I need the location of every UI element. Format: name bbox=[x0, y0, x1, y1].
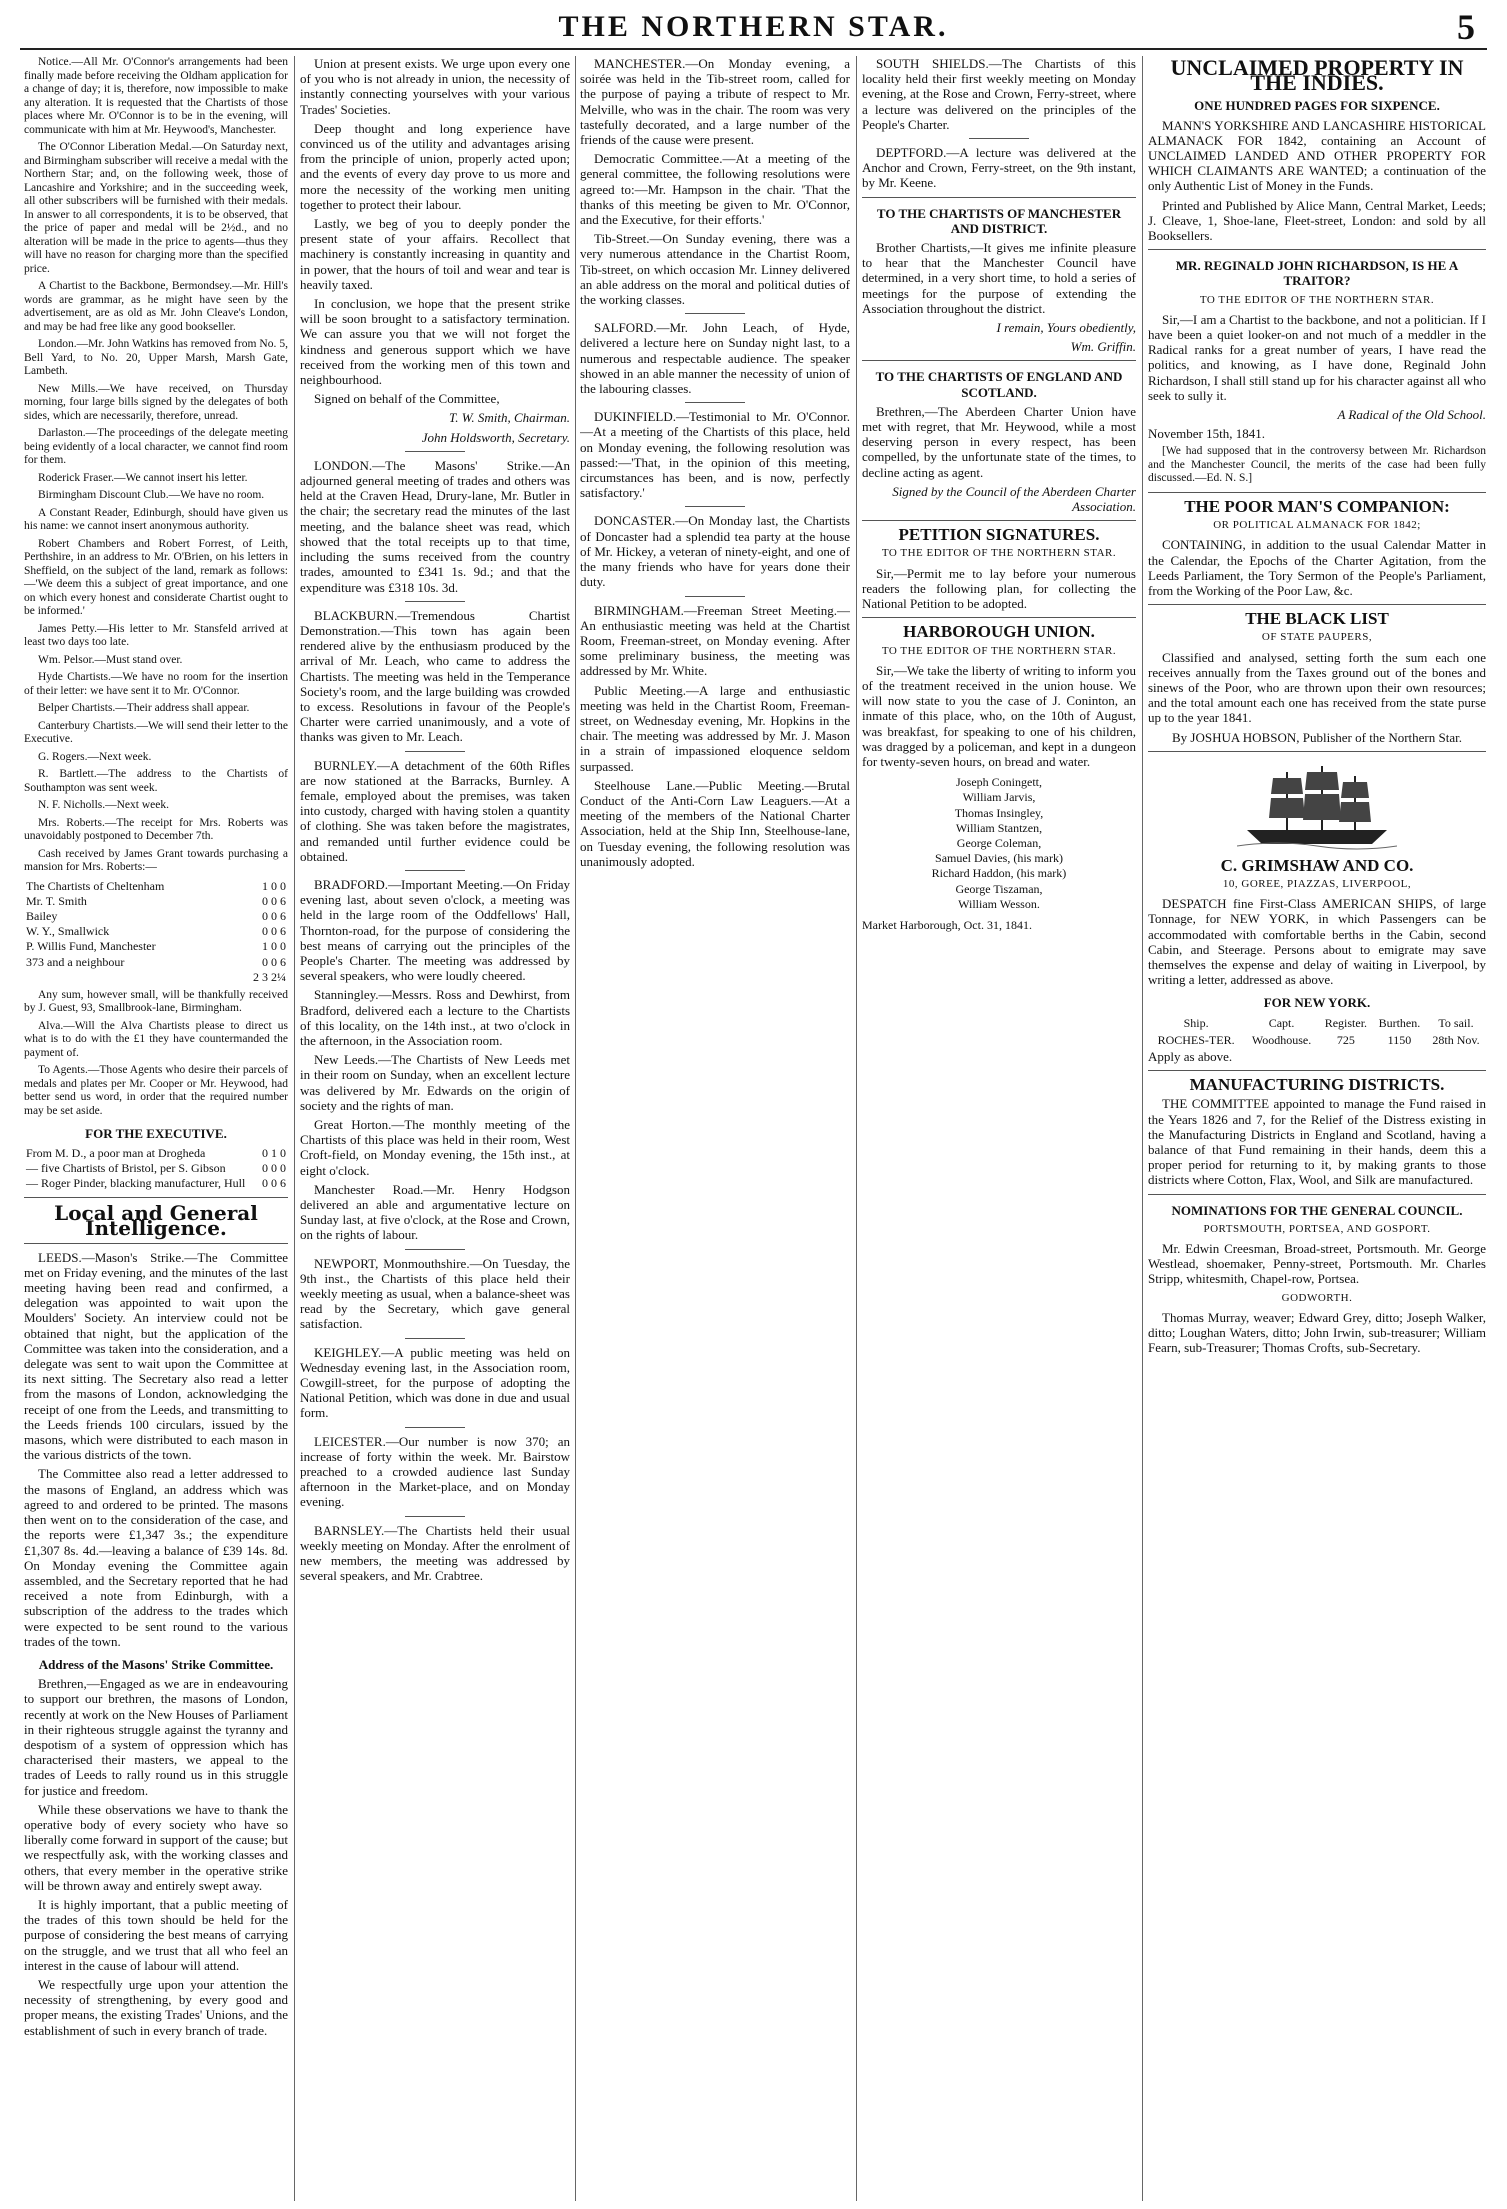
donation-amount: 0 0 0 bbox=[262, 1160, 286, 1175]
article-paragraph: Manchester Road.—Mr. Henry Hodgson delivered an able and argumentative lecture on Sunday last, at five o'clock, at the Rose and Crown, on the rights of labour. bbox=[300, 1181, 570, 1243]
article-paragraph: DEPTFORD.—A lecture was delivered at the Anchor and Crown, Ferry-street, on the 9th instant, by Mr. Keene. bbox=[862, 145, 1136, 191]
editor-note: [We had supposed that in the controversy between Mr. Richardson and the Manchester Council, the merits of the case had been fully discussed.—Ed. N. S.] bbox=[1148, 445, 1486, 485]
article-paragraph: LEEDS.—Mason's Strike.—The Committee met on Friday evening, and the minutes of the last meeting having been read and confirmed, a delegation was appointed to wait upon the Moulders' Society. An interview could not be obtained that night, but the application of the Committee was taken into the consideration, and a delegate was sent to wait upon the Committee at its next sitting. The Secretary also read a letter from the masons of London, acknowledging the receipt of one from the Leeds, and transmitting to the Leeds friends 100 circulars, issued by the masons, which were distributed to each mason in the various districts of the town. bbox=[24, 1249, 288, 1463]
section-heading: NOMINATIONS FOR THE GENERAL COUNCIL. bbox=[1171, 1202, 1463, 1218]
article-paragraph: BURNLEY.—A detachment of the 60th Rifles are now stationed at the Barracks, Burnley. A female, employed about the premises, was taken into custody, charged with having stolen a quantity of clothing. She was taken before the magistrates, and remanded until further evidence could be obtained. bbox=[300, 757, 570, 864]
article-paragraph: BLACKBURN.—Tremendous Chartist Demonstration.—This town has again been rendered alive by the enthusiasm produced by the arrival of Mr. Leach, who came to address the Chartists. The meeting was held in the Temperance Society's room, and the large building was crowded to excess. Resolutions in favour of the People's Charter were carried unanimously, and a vote of thanks was given to Mr. Leach. bbox=[300, 607, 570, 745]
advertisement-subtitle: OF STATE PAUPERS, bbox=[1261, 631, 1373, 644]
subscriber-name: 373 and a neighbour bbox=[26, 954, 125, 969]
sailing-heading: FOR NEW YORK. bbox=[1263, 995, 1371, 1011]
notice-paragraph: Canterbury Chartists.—We will send their letter to the Executive. bbox=[24, 719, 288, 745]
subscription-total: 2 3 2¼ bbox=[253, 969, 286, 984]
notice-paragraph: N. F. Nicholls.—Next week. bbox=[38, 799, 169, 811]
register: 725 bbox=[1336, 1032, 1355, 1047]
column-divider bbox=[294, 56, 295, 2201]
letter-heading: TO THE CHARTISTS OF MANCHESTER AND DISTRICT. bbox=[876, 205, 1122, 236]
masthead bbox=[0, 0, 1507, 48]
column-divider bbox=[575, 56, 576, 2201]
signatory: George Tiszaman, bbox=[955, 881, 1043, 896]
notice-paragraph: Cash received by James Grant towards purchasing a mansion for Mrs. Roberts:— bbox=[24, 847, 288, 873]
article-paragraph: Signed on behalf of the Committee, bbox=[314, 391, 500, 407]
letter-subheading: TO THE EDITOR OF THE NORTHERN STAR. bbox=[881, 644, 1117, 657]
divider bbox=[862, 617, 1136, 618]
column-header: Ship. bbox=[1183, 1015, 1209, 1030]
advertisement-subtitle: 10, GOREE, PIAZZAS, LIVERPOOL, bbox=[1222, 878, 1412, 891]
article-paragraph: BIRMINGHAM.—Freeman Street Meeting.—An enthusiastic meeting was held at the Chartist Room, Freeman-street, on Monday evening. After some preliminary business, the meeting was addressed by Mr. White. bbox=[580, 602, 850, 679]
signatory: George Coleman, bbox=[956, 835, 1042, 850]
article-paragraph: In conclusion, we hope that the present strike will be soon brought to a satisfactory termination. We can assure you that we will not forget the kindness and generous support which we have received from the working men of this town and neighbourhood. bbox=[300, 296, 570, 388]
signature: T. W. Smith, Chairman. bbox=[449, 410, 570, 426]
donor-name: — five Chartists of Bristol, per S. Gibson bbox=[26, 1160, 226, 1175]
advertisement-body: Apply as above. bbox=[1148, 1049, 1233, 1065]
article-paragraph: LEICESTER.—Our number is now 370; an increase of forty within the week. Mr. Bairstow preached to a crowded audience last Sunday afternoon in the Market-place, and on Monday evening. bbox=[300, 1433, 570, 1510]
column-4 bbox=[862, 56, 1136, 2201]
table-header-row bbox=[1148, 1015, 1486, 1032]
signature: Wm. Griffin. bbox=[1070, 339, 1136, 355]
column-divider bbox=[856, 56, 857, 2201]
divider bbox=[1148, 1070, 1486, 1071]
notice-paragraph: Notice.—All Mr. O'Connor's arrangements had been finally made before receiving the Oldham application for a change of day; it is, therefore, now impossible to make any alteration. It is requested that the Chartists of those places where Mr. O'Connor is to be in the evening, will communicate with him at Mr. Heywood's, Manchester. bbox=[24, 56, 288, 136]
subscriber-name: P. Willis Fund, Manchester bbox=[26, 939, 156, 954]
sailing-ship-icon bbox=[1237, 760, 1397, 850]
signatory: Samuel Davies, (his mark) bbox=[935, 851, 1063, 866]
section-subheading: PORTSMOUTH, PORTSEA, AND GOSPORT. bbox=[1203, 1222, 1431, 1235]
column-header: Burthen. bbox=[1378, 1015, 1421, 1030]
advertisement-title: MANUFACTURING DISTRICTS. bbox=[1189, 1075, 1445, 1095]
article-paragraph: Thomas Murray, weaver; Edward Grey, ditto; Joseph Walker, ditto; Loughan Waters, ditto; John Irwin, sub-treasurer; William Fearn, sub-Treasurer; Thomas Crofts, sub-Secretary. bbox=[1148, 1309, 1486, 1356]
masthead-rule bbox=[20, 48, 1487, 50]
column-3 bbox=[580, 56, 850, 2201]
letter-heading: HARBOROUGH UNION. bbox=[903, 622, 1095, 642]
article-paragraph: Sir,—Permit me to lay before your numerous readers the following plan, for collecting the National Petition to be adopted. bbox=[862, 565, 1136, 612]
donation-amount: 0 0 6 bbox=[262, 1176, 286, 1191]
advertisement-body: Printed and Published by Alice Mann, Central Market, Leeds; J. Cleave, 1, Shoe-lane, Fleet-street, London: and sold by all Booksellers. bbox=[1148, 197, 1486, 244]
article-paragraph: Steelhouse Lane.—Public Meeting.—Brutal Conduct of the Anti-Corn Law Leaguers.—At a meeting of the members of the National Charter Association, held at the Ship Inn, Steelhouse-lane, on Tuesday evening, the following resolution was unanimously adopted. bbox=[580, 777, 850, 869]
column-divider bbox=[1142, 56, 1143, 2201]
article-paragraph: DONCASTER.—On Monday last, the Chartists of Doncaster had a splendid tea party at the house of Mr. Hickey, a veteran of ninety-eight, and one of the many friends who have for years done their duty. bbox=[580, 513, 850, 590]
letter-subheading: TO THE EDITOR OF THE NORTHERN STAR. bbox=[1199, 293, 1435, 306]
notice-paragraph: James Petty.—His letter to Mr. Stansfeld arrived at least two days too late. bbox=[24, 622, 288, 648]
divider bbox=[24, 1243, 288, 1244]
table-row bbox=[24, 909, 288, 924]
notice-paragraph: Robert Chambers and Robert Forrest, of Leith, Perthshire, in an address to Mr. O'Brien, on his letters in Sheffield, on the subject of the land, remark as follows:—'We deem this a subject of great importance, and one on which every honest and considerate Chartist ought to be informed.' bbox=[24, 537, 288, 617]
sailing-table bbox=[1148, 1015, 1486, 1049]
advertisement-title: THE BLACK LIST bbox=[1245, 609, 1389, 629]
article-paragraph: The Committee also read a letter addressed to the masons of England, an address which was agreed to and ordered to be printed. The masons then went on to the consideration of the case, and the reports were £1,347 3s.; the expenditure £1,307 8s. 4d.—leaving a balance of £39 14s. 8d. On Monday evening the Committee again assembled, and the Secretary reported that he had received a note from Edinburgh, with a subscription of the address to the trades which were expected to be sent round to the various trades of the town. bbox=[24, 1466, 288, 1649]
divider bbox=[862, 360, 1136, 361]
article-paragraph: Brethren,—The Aberdeen Charter Union have met with regret, that Mr. Heywood, while a most deserving person in every respect, has been compelled, by the unfortunate state of the times, to decline acting as agent. bbox=[862, 403, 1136, 480]
signatory-list bbox=[862, 775, 1136, 912]
notice-paragraph: G. Rogers.—Next week. bbox=[38, 750, 152, 763]
section-banner: Local and General Intelligence. bbox=[54, 1201, 258, 1241]
divider bbox=[24, 1197, 288, 1198]
signatory: Joseph Coningett, bbox=[956, 775, 1042, 790]
article-paragraph: While these observations we have to thank the operative body of every society who have so liberally come forward in support of the cause; but we respectfully ask, with the working classes and others, that every member in the operative strike will be thrown away and entirely swept away. bbox=[24, 1801, 288, 1893]
article-paragraph: DUKINFIELD.—Testimonial to Mr. O'Connor.—At a meeting of the Chartists of this place, held on Monday evening, the following resolution was passed:—'That, in the opinion of this meeting, circumstances has been, and is now, perfectly satisfactory.' bbox=[580, 409, 850, 501]
dateline: Market Harborough, Oct. 31, 1841. bbox=[862, 917, 1032, 932]
notice-paragraph: Any sum, however small, will be thankfully received by J. Guest, 93, Smallbrook-lane, Birmingham. bbox=[24, 988, 288, 1015]
subscriber-name: W. Y., Smallwick bbox=[26, 924, 110, 939]
article-paragraph: MANCHESTER.—On Monday evening, a soirée was held in the Tib-street room, called for the purpose of paying a tribute of respect to Mr. Melville, who was in the chair. The room was very tastefully decorated, and a large number of the friends of the cause were present. bbox=[580, 56, 850, 148]
letter-subheading: TO THE EDITOR OF THE NORTHERN STAR. bbox=[881, 547, 1117, 560]
notice-paragraph: Birmingham Discount Club.—We have no room. bbox=[38, 489, 265, 501]
article-paragraph: We respectfully urge upon your attention the necessity of strengthening, by every good and proper means, the existing Trades' Unions, and the establishment of such in every branch of trade. bbox=[24, 1976, 288, 2038]
article-paragraph: Tib-Street.—On Sunday evening, there was a very numerous attendance in the Chartist Room, Tib-street, on which occasion Mr. Linney delivered an able address on the moral and political duties of the working classes. bbox=[580, 231, 850, 308]
subscription-amount: 0 0 6 bbox=[262, 908, 286, 923]
divider bbox=[405, 870, 465, 871]
article-paragraph: Union at present exists. We urge upon every one of you who is not already in union, the necessity of instantly connecting yourselves with your various Trades' Societies. bbox=[300, 56, 570, 117]
table-row bbox=[24, 955, 288, 970]
divider bbox=[685, 313, 745, 314]
captain: Woodhouse. bbox=[1251, 1032, 1312, 1047]
table-row bbox=[24, 939, 288, 954]
divider bbox=[685, 506, 745, 507]
signature: A Radical of the Old School. bbox=[1337, 407, 1486, 423]
advertisement-subtitle: ONE HUNDRED PAGES FOR SIXPENCE. bbox=[1194, 98, 1440, 114]
signatory: Thomas Insingley, bbox=[954, 805, 1044, 820]
notice-paragraph: Alva.—Will the Alva Chartists please to direct us what is to do with the £1 they have countermanded the payment of. bbox=[24, 1019, 288, 1059]
article-paragraph: Great Horton.—The monthly meeting of the Chartists of this place was held in their room, West Croft-field, on Monday evening, the 15th inst., at eight o'clock. bbox=[300, 1117, 570, 1178]
article-paragraph: SALFORD.—Mr. John Leach, of Hyde, delivered a lecture here on Sunday night last, to a numerous and respectable audience. The speaker showed in an able manner the necessity of union of the labouring classes. bbox=[580, 320, 850, 397]
section-subheading: GODWORTH. bbox=[1281, 1291, 1353, 1304]
donor-name: From M. D., a poor man at Drogheda bbox=[26, 1145, 206, 1160]
signatory: William Wesson. bbox=[958, 896, 1040, 911]
subscription-amount: 1 0 0 bbox=[262, 939, 286, 954]
table-row bbox=[1148, 1032, 1486, 1049]
notice-paragraph: A Constant Reader, Edinburgh, should have given us his name: we cannot insert anonymous authority. bbox=[24, 506, 288, 532]
article-paragraph: LONDON.—The Masons' Strike.—An adjourned general meeting of trades and others was held at the Craven Head, Drury-lane, Mr. Butler in the chair; the secretary read the minutes of the last meeting, and the balance sheet was read, which showed that the total receipts up to that time, including the sums received from the country trades, amounted to £341 1s. 9d.; and that the expenditure was £318 10s. 3d. bbox=[300, 457, 570, 595]
table-row bbox=[24, 1176, 288, 1191]
article-paragraph: BRADFORD.—Important Meeting.—On Friday evening last, about seven o'clock, a meeting was held in the large room of the Oddfellows' Hall, Thornton-road, for the purpose of considering the best means of carrying out the principles of the People's Charter. The meeting was addressed by several speakers, who were loudly cheered. bbox=[300, 876, 570, 984]
sail-date: 28th Nov. bbox=[1432, 1032, 1480, 1047]
notice-paragraph: Belper Chartists.—Their address shall appear. bbox=[38, 702, 250, 714]
signature: I remain, Yours obediently, bbox=[996, 320, 1136, 336]
subscription-amount: 1 0 0 bbox=[262, 878, 286, 893]
divider bbox=[862, 520, 1136, 521]
subscription-table bbox=[24, 879, 288, 985]
article-paragraph: Brother Chartists,—It gives me infinite pleasure to hear that the Manchester Council have determined, in a very short time, to hold a series of meetings for the purpose of extending the Association throughout the district. bbox=[862, 240, 1136, 316]
subscriber-name: The Chartists of Cheltenham bbox=[26, 878, 165, 893]
notice-paragraph: London.—Mr. John Watkins has removed from No. 5, Bell Yard, to No. 20, Upper Marsh, Marsh Gate, Lambeth. bbox=[24, 338, 288, 377]
page-number: 5 bbox=[1457, 7, 1475, 47]
notice-paragraph: Hyde Chartists.—We have no room for the insertion of their letter: we have sent it to Mr. O'Connor. bbox=[24, 671, 288, 697]
ship-name: ROCHES-TER. bbox=[1157, 1032, 1235, 1047]
donor-name: — Roger Pinder, blacking manufacturer, Hull bbox=[26, 1176, 246, 1191]
column-header: To sail. bbox=[1438, 1015, 1474, 1030]
signatory: William Stantzen, bbox=[955, 820, 1043, 835]
divider bbox=[405, 451, 465, 452]
divider bbox=[405, 1516, 465, 1517]
column-5 bbox=[1148, 56, 1486, 2201]
notice-paragraph: A Chartist to the Backbone, Bermondsey.—Mr. Hill's words are grammar, as he might have seen by the advertisement, are as old as Mr. John Cleave's London, and may be had free like any good bookseller. bbox=[24, 280, 288, 333]
divider bbox=[685, 596, 745, 597]
author-credit: By JOSHUA HOBSON, Publisher of the Northern Star. bbox=[1172, 729, 1462, 745]
table-row bbox=[24, 879, 288, 894]
divider bbox=[1148, 249, 1486, 250]
signatory: William Jarvis, bbox=[962, 790, 1036, 805]
divider bbox=[405, 751, 465, 752]
article-paragraph: BARNSLEY.—The Chartists held their usual weekly meeting on Monday. After the enrolment of new members, the meeting was addressed by several speakers, and Mr. Crabtree. bbox=[300, 1522, 570, 1584]
article-paragraph: Stanningley.—Messrs. Ross and Dewhirst, from Bradford, delivered each a lecture to the Chartists of this locality, on the 14th inst., at two o'clock in the afternoon, in the Association room. bbox=[300, 987, 570, 1048]
article-paragraph: NEWPORT, Monmouthshire.—On Tuesday, the 9th inst., the Chartists of this place held their weekly meeting as usual, when a balance-sheet was read by the Secretary, which gave general satisfaction. bbox=[300, 1255, 570, 1332]
table-row bbox=[24, 924, 288, 939]
newspaper-title: THE NORTHERN STAR. bbox=[558, 10, 949, 43]
advertisement-title: UNCLAIMED PROPERTY IN THE INDIES. bbox=[1170, 56, 1464, 96]
article-paragraph: Sir,—I am a Chartist to the backbone, and not a politician. If I have been a quiet looker-on and not much of a meddler in the Radical ranks for a great number of years, I have read the politics, and knowing, as I have done, Reginald John Richardson, I shall still stand up for his character against all who seek to sully it. bbox=[1148, 311, 1486, 403]
advertisement-title: C. GRIMSHAW AND CO. bbox=[1220, 855, 1414, 875]
subscriber-name: Bailey bbox=[26, 908, 58, 923]
dateline: November 15th, 1841. bbox=[1148, 426, 1265, 442]
notice-paragraph: R. Bartlett.—The address to the Chartists of Southampton was sent week. bbox=[24, 768, 288, 794]
column-header: Register. bbox=[1324, 1015, 1368, 1030]
article-paragraph: SOUTH SHIELDS.—The Chartists of this locality held their first weekly meeting on Monday evening, at the Rose and Crown, Ferry-street, where a lecture was delivered on the principles of the People's Charter. bbox=[862, 56, 1136, 132]
article-paragraph: Mr. Edwin Creesman, Broad-street, Portsmouth. Mr. George Westlead, shoemaker, Penny-street, Portsmouth. Mr. Charles Stripp, whitesmith, Chapel-row, Portsea. bbox=[1148, 1241, 1486, 1287]
table-row bbox=[24, 894, 288, 909]
subscription-amount: 0 0 6 bbox=[262, 893, 286, 908]
letter-heading: PETITION SIGNATURES. bbox=[898, 525, 1100, 545]
article-paragraph: Democratic Committee.—At a meeting of the general committee, the following resolutions were agreed to:—Mr. Hampson in the chair. 'That the thanks of this meeting be given to Mr. O'Connor, and the Executive, for their efforts.' bbox=[580, 151, 850, 228]
notice-paragraph: New Mills.—We have received, on Thursday morning, four large bills signed by the delegates of both sides, which are necessarily, therefore, unread. bbox=[24, 382, 288, 422]
notice-paragraph: Wm. Pelsor.—Must stand over. bbox=[38, 653, 183, 666]
divider bbox=[405, 1249, 465, 1250]
table-row bbox=[24, 970, 288, 985]
notice-paragraph: The O'Connor Liberation Medal.—On Saturday next, and Birmingham subscriber will receive a medal with the Northern Star; and, on the following week, those of Lancashire and Yorkshire; and in the succeeding week, all other subscribers will be furnished with their medals. In answer to all correspondents, it is to be observed, that the price of paper and medal will be 2½d., and no alteration will be made in the price to agents—thus they will have no reason for charging more than the specified price. bbox=[24, 141, 288, 275]
column-2 bbox=[300, 56, 570, 2201]
letter-heading: TO THE CHARTISTS OF ENGLAND AND SCOTLAND. bbox=[875, 369, 1123, 400]
advertisement-body: CONTAINING, in addition to the usual Calendar Matter in the Calendar, the Epochs of the Charter Agitation, from the Leeds Parliament, the Tory Sermon of the People's Parliament, from the Working of the Poor Law, &c. bbox=[1148, 537, 1486, 598]
article-paragraph: It is highly important, that a public meeting of the trades of this town should be held for the purpose of considering the best means of carrying on the struggle, and we trust that all who feel an interest in the cause of labour will attend. bbox=[24, 1896, 288, 1973]
article-paragraph: Sir,—We take the liberty of writing to inform you of the treatment received in the union house. We will now state to you the case of J. Coninton, an inmate of this place, who, on the 10th of August, was breakfast, for speaking to one of his children, was dragged by a policeman, and kept in a dungeon for twenty-seven hours, on bread and water. bbox=[862, 662, 1136, 769]
subscription-amount: 0 0 6 bbox=[262, 924, 286, 939]
divider bbox=[969, 138, 1029, 139]
table-row bbox=[24, 1146, 288, 1161]
article-paragraph: KEIGHLEY.—A public meeting was held on Wednesday evening last, in the Association room, Cowgill-street, for the purpose of adopting the National Petition, which was done in due and usual form. bbox=[300, 1344, 570, 1421]
divider bbox=[1148, 604, 1486, 605]
divider bbox=[1148, 492, 1486, 493]
signatory: Richard Haddon, (his mark) bbox=[931, 866, 1067, 881]
advertisement-subtitle: OR POLITICAL ALMANACK FOR 1842; bbox=[1213, 519, 1421, 532]
divider bbox=[405, 1338, 465, 1339]
subscriber-name: Mr. T. Smith bbox=[26, 893, 87, 908]
signature: Signed by the Council of the Aberdeen Charter Association. bbox=[892, 483, 1136, 515]
article-paragraph: Deep thought and long experience have convinced us of the utility and advantages arising from the principle of union, properly acted upon; and the events of every day prove to us more and more the necessity of the working men uniting together to protect their labour. bbox=[300, 120, 570, 212]
advertisement-body: MANN'S YORKSHIRE AND LANCASHIRE HISTORICAL ALMANACK FOR 1842, containing an Account of UNCLAIMED LANDED AND OTHER PROPERTY FOR WHICH CLAIMANTS ARE WANTED; a continuation of the only Authentic List of Money in the Funds. bbox=[1148, 117, 1486, 194]
notice-paragraph: Darlaston.—The proceedings of the delegate meeting being evidently of a local character, we cannot find room for them. bbox=[24, 427, 288, 466]
donation-amount: 0 1 0 bbox=[262, 1145, 286, 1160]
advertisement-body: Classified and analysed, setting forth the sum each one receives annually from the Taxes ground out of the bones and sinews of the Poor, who are thrown upon their own resources; and the total amount each one has received from the state purse up to the year 1841. bbox=[1148, 649, 1486, 726]
letter-heading: MR. REGINALD JOHN RICHARDSON, IS HE A TRAITOR? bbox=[1175, 258, 1459, 289]
subscription-amount: 0 0 6 bbox=[262, 954, 286, 969]
burthen: 1150 bbox=[1387, 1032, 1412, 1047]
column-1 bbox=[24, 56, 288, 2201]
notice-paragraph: Mrs. Roberts.—The receipt for Mrs. Roberts was unavoidably postponed to December 7th. bbox=[24, 816, 288, 842]
executive-table bbox=[24, 1146, 288, 1192]
advertisement-body: THE COMMITTEE appointed to manage the Fund raised in the Years 1826 and 7, for the Relief of the Distress existing in the Manufacturing Districts in England and Scotland, having a balance of that Fund remaining in their hands, deem this a proper period for returning to it, by making grants to those districts where Cotton, Flax, Wool, and Silk are manufactured. bbox=[1148, 1096, 1486, 1188]
divider bbox=[1148, 1194, 1486, 1195]
table-row bbox=[24, 1161, 288, 1176]
signature: John Holdsworth, Secretary. bbox=[421, 429, 570, 445]
advertisement-title: THE POOR MAN'S COMPANION: bbox=[1184, 496, 1450, 516]
divider bbox=[405, 1427, 465, 1428]
section-heading: FOR THE EXECUTIVE. bbox=[85, 1126, 227, 1142]
article-paragraph: Public Meeting.—A large and enthusiastic meeting was held in the Chartist Room, Freeman-street, on Wednesday evening, Mr. Hopkins in the chair. The meeting was addressed by Mr. J. Mason in a strain of impassioned eloquence seldom surpassed. bbox=[580, 682, 850, 774]
article-paragraph: Lastly, we beg of you to deeply ponder the present state of your affairs. Recollect that machinery is constantly increasing in quantity and in power, that the hours of toil and wear and tear is heavily taxed. bbox=[300, 216, 570, 292]
notice-paragraph: To Agents.—Those Agents who desire their parcels of medals and plates per Mr. Cooper or Mr. Heywood, had better send us word, in order that the required number may be set aside. bbox=[24, 1064, 288, 1117]
notice-paragraph: Roderick Fraser.—We cannot insert his letter. bbox=[38, 471, 248, 484]
divider bbox=[405, 601, 465, 602]
advertisement-body: DESPATCH fine First-Class AMERICAN SHIPS, of large Tonnage, for NEW YORK, in which Passengers can be accommodated with comfortable berths in the Cabin, second Cabin, and Steerage. Persons about to emigrate may save themselves the expense and delay of waiting in Liverpool, by writing a letter, addressed as above. bbox=[1148, 896, 1486, 988]
divider bbox=[862, 197, 1136, 198]
column-header: Capt. bbox=[1268, 1015, 1295, 1030]
divider bbox=[685, 402, 745, 403]
divider bbox=[1148, 751, 1486, 752]
article-subheading: Address of the Masons' Strike Committee. bbox=[38, 1656, 274, 1672]
article-paragraph: Brethren,—Engaged as we are in endeavouring to support our brethren, the masons of London, recently at work on the New Houses of Parliament in their righteous struggle against the tyranny and despotism of a system of oppression which has characterised their masters, we appeal to the trades of Leeds to rally round us in this struggle for justice and freedom. bbox=[24, 1676, 288, 1798]
article-paragraph: New Leeds.—The Chartists of New Leeds met in their room on Sunday, when an excellent lecture was delivered by Mr. Edwards on the origin of society and the rights of man. bbox=[300, 1052, 570, 1113]
